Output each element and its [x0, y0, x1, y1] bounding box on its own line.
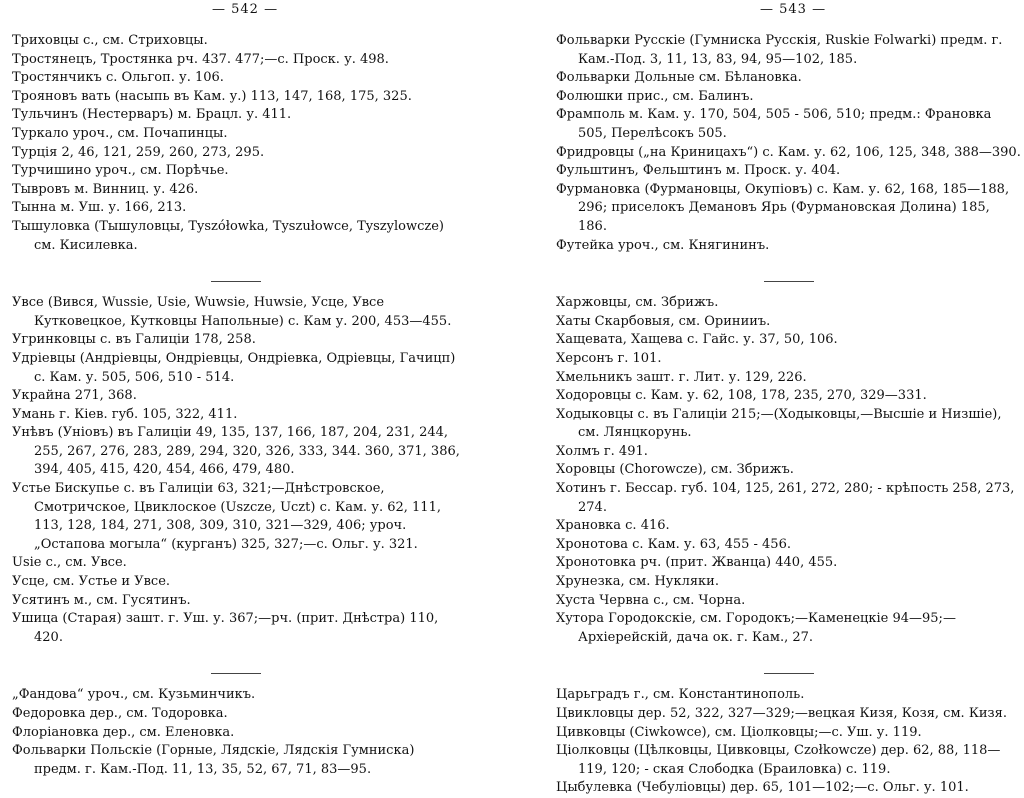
section-f	[12, 686, 460, 779]
index-entry: Тынна м. Уш. у. 166, 213.	[12, 200, 187, 216]
section-divider	[764, 673, 814, 674]
index-entry: Хмельникъ зашт. г. Лит. у. 129, 226.	[556, 369, 807, 385]
section-u	[12, 294, 460, 647]
index-entry: Тростянецъ, Тростянка рч. 437. 477;—с. Проск. у. 498.	[12, 51, 389, 67]
index-entry: Фольварки Польскіе (Горные, Лядскіе, Лядскія Гумниска) предм. г. Кам.-Под. 11, 13, 35, 52, 67, 71, 83—95.	[12, 743, 415, 777]
index-entry: Устье Бискупье с. въ Галиціи 63, 321;—Днѣстровское, Смотричское, Цвиклоское (Uszcze, Uczt) с. Кам. у. 62, 111, 113, 128, 184, 271, 308, 309, 310, 321—329, 406; уроч. „Остапова могыла“ (курганъ) 325, 327;—с. Ольг. у. 321.	[12, 481, 441, 552]
index-entry: Царьградъ г., см. Константинополь.	[556, 687, 805, 703]
index-entry: Унѣвъ (Уніовъ) въ Галиціи 49, 135, 137, 166, 187, 204, 231, 244, 255, 267, 276, 283, 289, 294, 320, 326, 333, 344. 360, 371, 386, 394, 405, 415, 420, 454, 466, 479, 480.	[12, 425, 460, 478]
left-column	[12, 32, 460, 779]
index-entry: Хотинъ г. Бессар. губ. 104, 125, 261, 272, 280; - крѣпость 258, 273, 274.	[556, 481, 1015, 515]
index-entry: Турчишино уроч., см. Порѣчье.	[12, 163, 229, 179]
page-number-left: — 542 —	[212, 2, 279, 17]
index-entry: Ушица (Старая) зашт. г. Уш. у. 367;—рч. (прит. Днѣстра) 110, 420.	[12, 611, 439, 645]
index-entry: Фридровцы („на Криницахъ“) с. Кам. у. 62, 106, 125, 348, 388—390.	[556, 144, 1021, 160]
section-kh	[556, 294, 1022, 647]
index-entry: Украйна 271, 368.	[12, 388, 137, 404]
index-entry: Тышуловка (Тышуловцы, Tyszółowka, Tyszułowce, Tyszylowcze) см. Кисилевка.	[12, 218, 444, 253]
index-entry: Хрунезка, см. Нукляки.	[556, 574, 719, 590]
index-entry: Угринковцы с. въ Галиціи 178, 258.	[12, 332, 256, 348]
page-number-right: — 543 —	[760, 2, 827, 17]
index-entry: Усятинъ м., см. Гусятинъ.	[12, 592, 191, 608]
index-entry: Фолюшки прис., см. Балинъ.	[556, 88, 754, 104]
index-entry: Флоріановка дер., см. Еленовка.	[12, 724, 235, 740]
index-entry: Ціолковцы (Цѣлковцы, Цивковцы, Czołkowcze) дер. 62, 88, 118—119, 120; - ская Слободка (Браиловка) с. 119.	[556, 743, 1001, 777]
index-entry: Хаты Скарбовыя, см. Оринииъ.	[556, 313, 771, 329]
index-entry: Фольварки Русскіе (Гумниска Русскія, Ruskie Folwarki) предм. г. Кам.-Под. 3, 11, 13, 83, 94, 95—102, 185.	[556, 33, 1003, 67]
section-divider	[764, 281, 814, 282]
index-entry: Usie с., см. Увсе.	[12, 555, 127, 571]
index-entry: Фульштинъ, Фельштинъ м. Проск. у. 404.	[556, 163, 841, 179]
index-entry: Увсе (Вився, Wussie, Usie, Wuwsie, Huwsie, Усце, Увсе Кутковецкое, Кутковцы Напольные) с. Кам у. 200, 453—455.	[12, 295, 452, 329]
index-entry: Ходоровцы с. Кам. у. 62, 108, 178, 235, 270, 329—331.	[556, 388, 927, 404]
index-entry: Тростянчикъ с. Ольгоп. у. 106.	[12, 70, 224, 86]
index-entry: Храновка с. 416.	[556, 518, 670, 534]
index-entry: Футейка уроч., см. Княгининъ.	[556, 237, 770, 253]
index-entry: Тульчинъ (Нестерваръ) м. Брацл. у. 411.	[12, 107, 292, 123]
index-entry: „Фандова“ уроч., см. Кузьминчикъ.	[12, 687, 256, 703]
index-entry: Цивковцы (Ciwkowce), см. Ціолковцы;—с. Уш. у. 119.	[556, 724, 922, 740]
index-entry: Холмъ г. 491.	[556, 443, 648, 459]
section-divider	[211, 673, 261, 674]
index-entry: Усце, см. Устье и Увсе.	[12, 574, 171, 590]
index-entry: Хронотова с. Кам. у. 63, 455 - 456.	[556, 536, 791, 552]
index-entry: Фольварки Дольные см. Бѣлановка.	[556, 70, 802, 86]
index-entry: Херсонъ г. 101.	[556, 350, 662, 366]
index-entry: Фрамполь м. Кам. у. 170, 504, 505 - 506, 510; предм.: Франовка 505, Перелѣсокъ 505.	[556, 107, 992, 141]
index-entry: Хоровцы (Chorowcze), см. Збрижъ.	[556, 462, 794, 478]
index-entry: Хащевата, Хащева с. Гайс. у. 37, 50, 106.	[556, 332, 838, 348]
index-entry: Харжовцы, см. Збрижъ.	[556, 295, 719, 311]
right-column	[556, 32, 1022, 798]
section-divider	[211, 281, 261, 282]
index-entry: Фурмановка (Фурмановцы, Окупіовъ) с. Кам. у. 62, 168, 185—188, 296; приселокъ Демановъ Ярь (Фурмановская Долина) 185, 186.	[556, 181, 1010, 234]
section-f	[556, 32, 1022, 255]
index-entry: Федоровка дер., см. Тодоровка.	[12, 706, 228, 721]
index-entry: Турція 2, 46, 121, 259, 260, 273, 295.	[12, 144, 265, 160]
index-entry: Цвикловцы дер. 52, 322, 327—329;—вецкая Кизя, Козя, см. Кизя.	[556, 706, 1007, 721]
index-entry: Туркало уроч., см. Почапинцы.	[12, 125, 228, 141]
index-entry: Триховцы с., см. Стриховцы.	[12, 33, 208, 48]
index-entry: Хронотовка рч. (прит. Жванца) 440, 455.	[556, 555, 838, 571]
index-entry: Ходыковцы с. въ Галиціи 215;—(Ходыковцы,—Высшіе и Низшіе), см. Лянцкорунь.	[556, 406, 1002, 441]
index-entry: Трояновъ вать (насыпь въ Кам. у.) 113, 147, 168, 175, 325.	[12, 88, 412, 104]
index-entry: Хуста Червна с., см. Чорна.	[556, 592, 746, 608]
index-entry: Умань г. Кіев. губ. 105, 322, 411.	[12, 406, 238, 422]
index-entry: Цыбулевка (Чебуліовцы) дер. 65, 101—102;—с. Ольг. у. 101.	[556, 780, 969, 796]
section-t	[12, 32, 460, 255]
section-ts	[556, 686, 1022, 798]
index-entry: Удріевцы (Андріевцы, Ондріевцы, Ондріевка, Одріевцы, Гачицп) с. Кам. у. 505, 506, 510 - 514.	[12, 350, 456, 385]
index-entry: Тывровъ м. Винниц. у. 426.	[12, 181, 199, 197]
index-entry: Хутора Городокскіе, см. Городокъ;—Каменецкіе 94—95;—Архіерейскій, дача ок. г. Кам., 27.	[556, 611, 956, 645]
